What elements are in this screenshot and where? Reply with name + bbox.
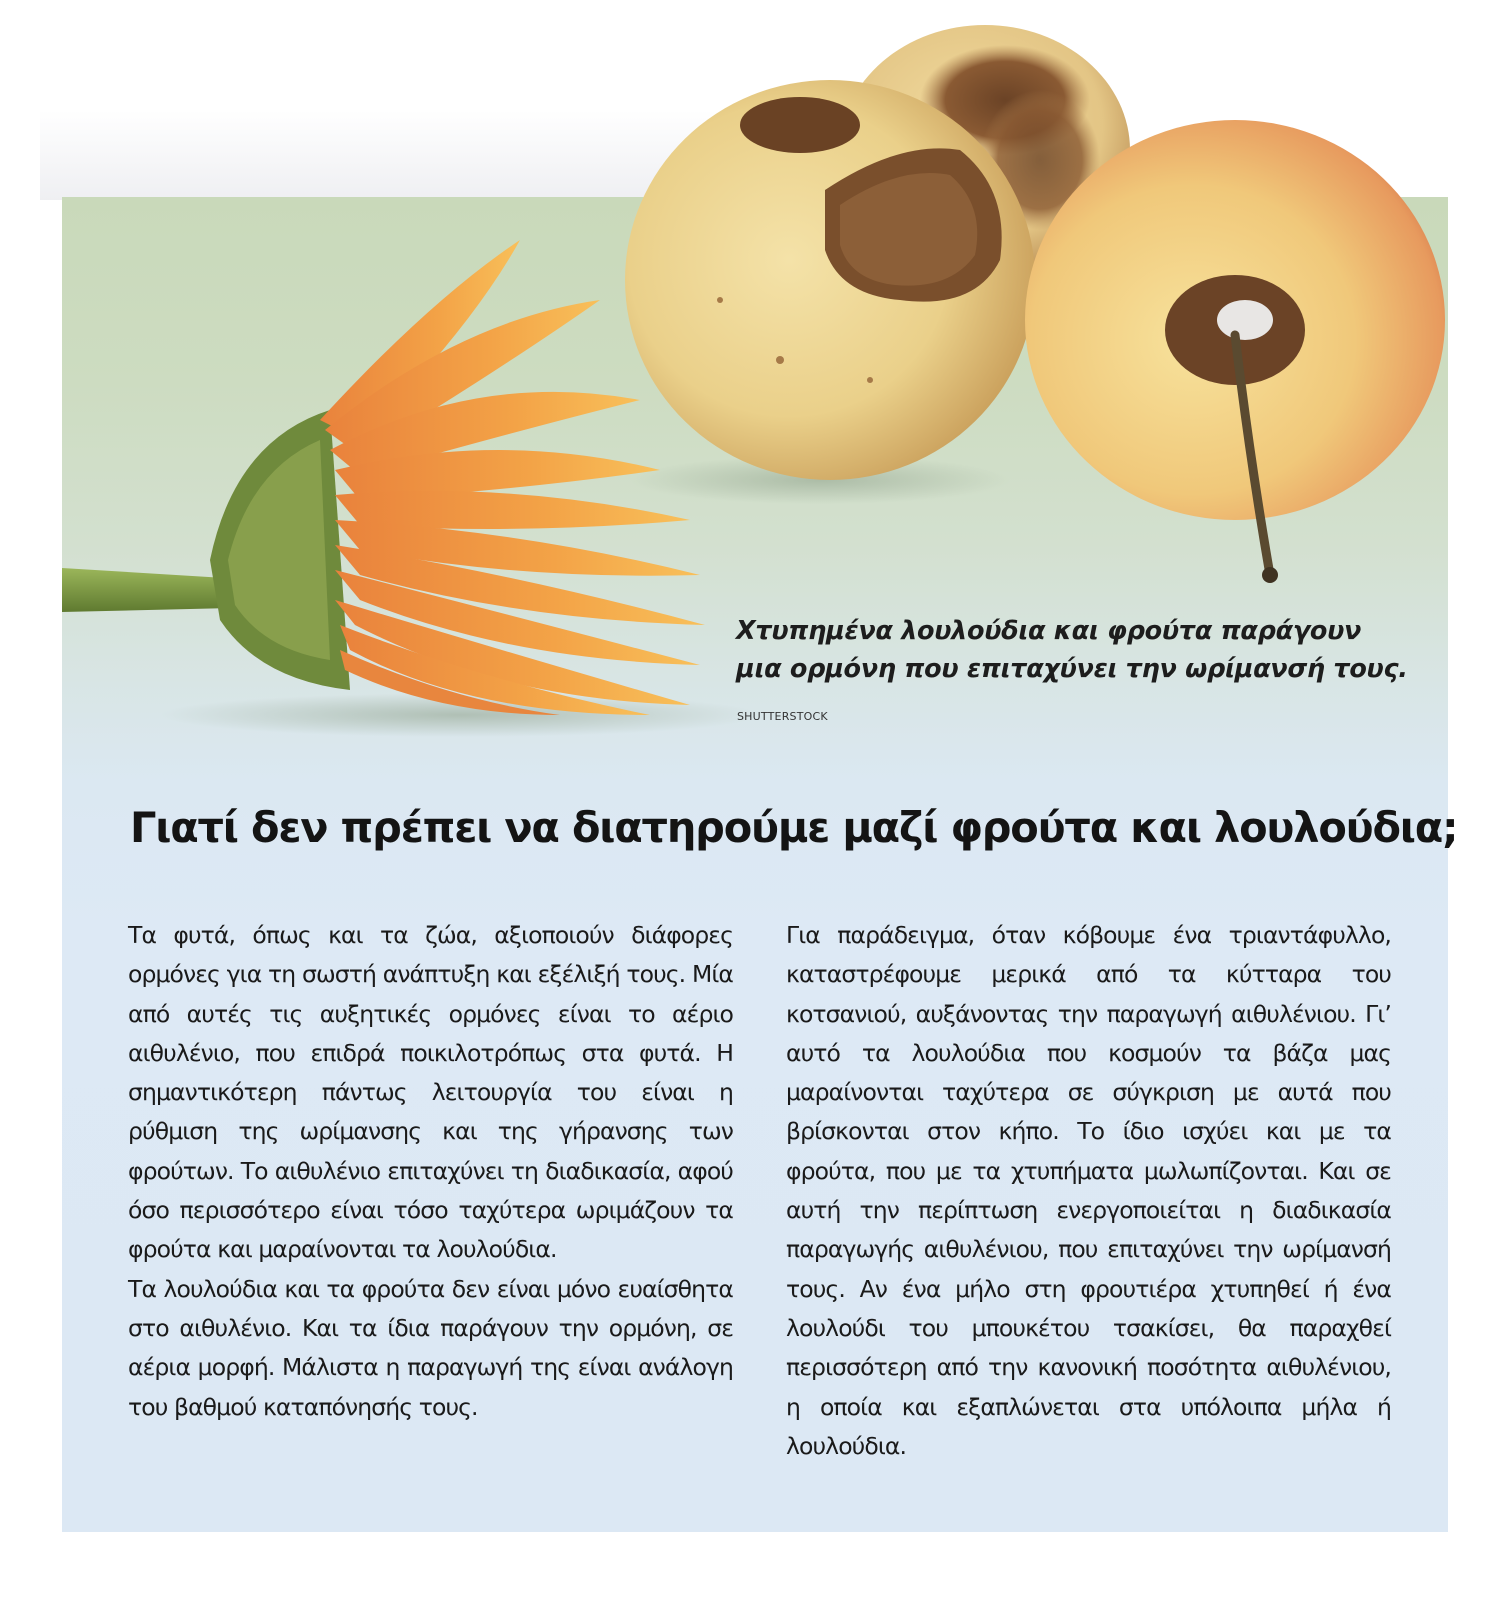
caption-line: Χτυπημένα λουλούδια και φρούτα παράγουν bbox=[736, 616, 1362, 646]
article-title: Γιατί δεν πρέπει να διατηρούμε μαζί φρούτα και λουλούδια; bbox=[130, 803, 1458, 852]
article-column-left bbox=[128, 916, 733, 1427]
caption-line: μια ορμόνη που επιταχύνει την ωρίμανσή τους. bbox=[736, 654, 1408, 684]
apple-left bbox=[625, 80, 1035, 480]
apple-right bbox=[1025, 120, 1445, 583]
photo-caption bbox=[736, 612, 1436, 688]
paragraph: Τα φυτά, όπως και τα ζώα, αξιοποιούν διάφορες ορμόνες για τη σωστή ανάπτυξη και εξέλιξή τους. Μία από αυτές τις αυξητικές ορμόνες είναι το αέριο αιθυλένιο, που επιδρά ποικιλοτρόπως στα φυτά. Η σημαντικότερη πάντως λειτουργία του είναι η ρύθμιση της ωρίμανσης και της γήρανσης των φρούτων. Το αιθυλένιο επιταχύνει τη διαδικασία, αφού όσο περισσότερο είναι τόσο ταχύτερα ωριμάζουν τα φρούτα και μαραίνονται τα λουλούδια. bbox=[128, 921, 733, 1264]
article-column-right bbox=[786, 916, 1391, 1466]
paragraph: Για παράδειγμα, όταν κόβουμε ένα τριαντάφυλλο, καταστρέφουμε μερικά από τα κύτταρα του κοτσανιού, αυξάνοντας την παραγωγή αιθυλένιου. Γι’ αυτό τα λουλούδια που κοσμούν τα βάζα μας μαραίνονται ταχύτερα σε σύγκριση με αυτά που βρίσκονται στον κήπο. Το ίδιο ισχύει και με τα φρούτα, που με τα χτυπήματα μωλωπίζονται. Και σε αυτή την περίπτωση ενεργοποιείται η διαδικασία παραγωγής αιθυλένιου, που επιταχύνει την ωρίμανσή τους. Αν ένα μήλο στη φρουτιέρα χτυπηθεί ή ένα λουλούδι του μπουκέτου τσακίσει, θα παραχθεί περισσότερη από την κανονική ποσότητα αιθυλένιου, η οποία και εξαπλώνεται στα υπόλοιπα μήλα ή λουλούδια. bbox=[786, 921, 1391, 1460]
photo-credit: SHUTTERSTOCK bbox=[737, 710, 828, 723]
paragraph: Τα λουλούδια και τα φρούτα δεν είναι μόνο ευαίσθητα στο αιθυλένιο. Και τα ίδια παράγουν την ορμόνη, σε αέρια μορφή. Μάλιστα η παραγωγή της είναι ανάλογη του βαθμού καταπόνησής τους. bbox=[128, 1274, 733, 1421]
flower-stem bbox=[62, 568, 232, 612]
